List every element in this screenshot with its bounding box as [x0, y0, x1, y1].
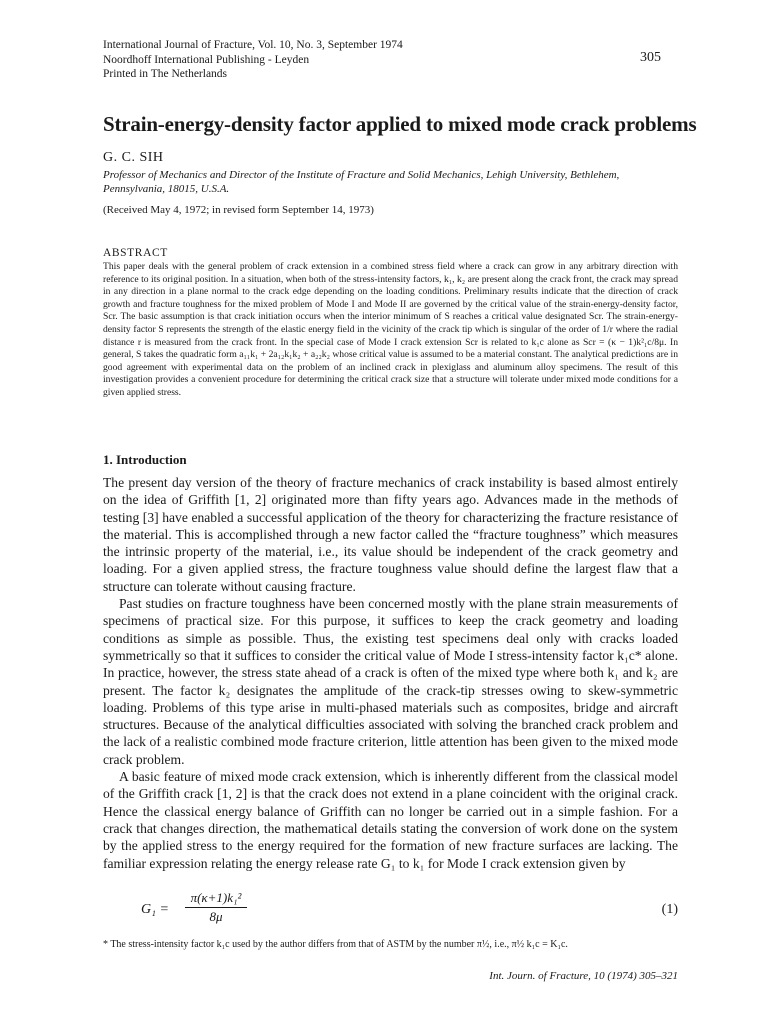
journal-citation: International Journal of Fracture, Vol. 10, No. 3, September 1974 [103, 39, 403, 51]
abstract-text: This paper deals with the general problem of crack extension in a combined stress field where a crack can grow in any arbitrary direction with reference to its original position. In a situation, when both of the stress-intensity factors, k₁, k₂ are present along the crack front, the crack may spread in any direction in a plane normal to the crack edge depending on the loading conditions. Preliminary results indicate that the direction of crack growth and fracture toughness for the mixed problem of Mode I and Mode II are governed by the critical value of the strain-energy-density factor, Scr. The basic assumption is that crack initiation occurs when the interior minimum of S reaches a critical value designated Scr. The strain-energy-density factor S represents the strength of the elastic energy field in the vicinity of the crack tip which is singular of the order of 1/r where the radial distance r is measured from the crack front. In the special case of Mode I crack extension Scr is related to k₁c alone as Scr = (κ − 1)k²₁c/8μ. In general, S takes the quadratic form a₁₁k₁ + 2a₁₂k₁k₂ + a₂₂k₂ whose critical value is assumed to be a material constant. The analytical predictions are in good agreement with experimental data on the problem of an inclined crack in plexiglass and aluminum alloy specimens. The result of this investigation provides a convenient procedure for determining the critical crack size that a structure will tolerate under mixed mode conditions for a given applied stress. [103, 261, 678, 398]
footnote: * The stress-intensity factor k₁c used by the author differs from that of ASTM by the number π½, i.e., π½ k₁c = K₁c. [103, 939, 568, 950]
author-affiliation: Professor of Mechanics and Director of the Institute of Fracture and Solid Mechanics, Lehigh University, Bethlehem, Pennsylvania, 18015, U.S.A. [103, 169, 620, 195]
equation-lhs: G₁ = [141, 902, 169, 917]
journal-header [103, 38, 403, 82]
paper-title: Strain-energy-density factor applied to mixed mode crack problems [103, 112, 697, 136]
equation-numerator: π(κ+1)k₁² [185, 890, 247, 908]
paragraph: Past studies on fracture toughness have been concerned mostly with the plane strain measurements of specimens of practical size. For this purpose, it suffices to keep the crack geometry and loading conditions as simple as possible. Thus, the existing test specimens deal only with cracks loaded symmetrically so that it suffices to consider the critical value of Mode I stress-intensity factor k₁c* alone. In practice, however, the stress state ahead of a crack is often of the mixed type where both k₁ and k₂ are present. The factor k₂ designates the amplitude of the crack-tip stresses owing to skew-symmetric loading. Problems of this type arise in multi-phased materials such as composites, bridge and aircraft structures. Because of the analytical difficulties associated with solving the branched crack problem and the lack of a realistic combined mode fracture criterion, little attention has been given to the mixed mode crack problem. [103, 596, 678, 767]
publisher-line: Noordhoff International Publishing - Leyden [103, 53, 310, 66]
equation-denominator: 8μ [209, 909, 223, 924]
page-footer-citation: Int. Journ. of Fracture, 10 (1974) 305–321 [489, 970, 678, 982]
section-heading: 1. Introduction [103, 452, 187, 467]
printed-line: Printed in The Netherlands [103, 68, 228, 80]
paragraph: A basic feature of mixed mode crack extension, which is inherently different from the classical model of the Griffith crack [1, 2] is that the crack does not extend in a plane coincident with the original crack. Hence the classical energy balance of Griffith can no longer be carried out in a simple fashion. For a crack that changes direction, the mathematical details stating the conversion of work done on the system by the applied stress to the energy required for the formation of new fracture surfaces are lacking. The familiar expression relating the energy release rate G₁ to k₁ for Mode I crack extension given by [103, 769, 678, 871]
equation-fraction [185, 890, 247, 925]
equation-1 [103, 890, 678, 930]
body-text [103, 474, 678, 872]
page-number: 305 [640, 50, 661, 65]
equation-number: (1) [661, 902, 678, 917]
paragraph: The present day version of the theory of fracture mechanics of crack instability is based almost entirely on the idea of Griffith [1, 2] originated more than fifty years ago. Advances made in the methods of testing [3] have enabled a successful application of the theory for characterizing the fracture resistance of the material. This is accomplished through a new factor called the “fracture toughness” which measures the intrinsic property of the material, i.e., its value should be independent of the crack geometry and loading. For a given applied stress, the fracture toughness value should define the largest flaw that a structure can tolerate without causing fracture. [103, 475, 678, 594]
author-name: G. C. SIH [103, 150, 164, 165]
received-dates: (Received May 4, 1972; in revised form September 14, 1973) [103, 204, 374, 216]
abstract-heading: ABSTRACT [103, 247, 168, 259]
